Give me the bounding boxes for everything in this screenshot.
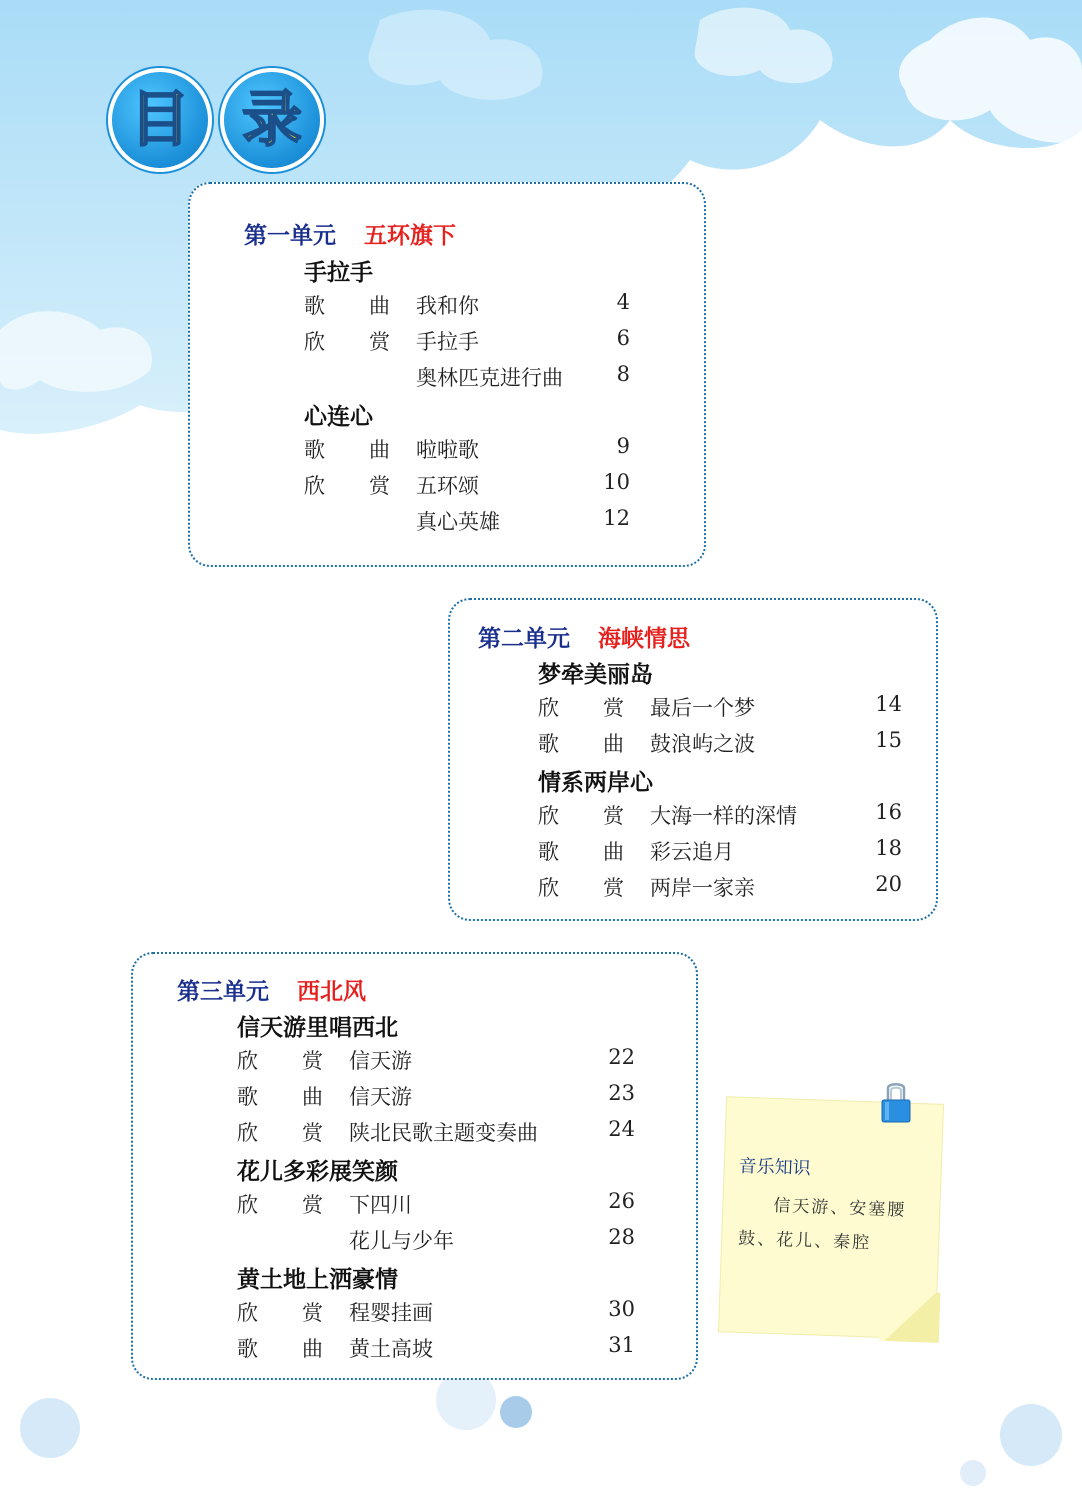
entry-title: 五环颂 bbox=[416, 474, 479, 498]
entry-title: 啦啦歌 bbox=[416, 438, 479, 462]
entry-page: 18 bbox=[875, 836, 902, 860]
page-title bbox=[108, 68, 324, 172]
entry-type bbox=[304, 290, 390, 320]
entry-page: 12 bbox=[603, 506, 630, 530]
section-title: 信天游里唱西北 bbox=[237, 1015, 398, 1041]
entry-type-char: 曲 bbox=[603, 840, 624, 864]
entry-title: 大海一样的深情 bbox=[650, 804, 797, 828]
entry-title: 最后一个梦 bbox=[650, 696, 755, 720]
entry-type bbox=[237, 1081, 323, 1111]
unit-name: 五环旗下 bbox=[364, 222, 456, 249]
entry-page: 15 bbox=[875, 728, 902, 752]
toc-entry[interactable] bbox=[237, 1297, 635, 1327]
entry-page: 24 bbox=[608, 1117, 635, 1141]
unit-number: 第一单元 bbox=[244, 222, 336, 249]
note-title: 音乐知识 bbox=[738, 1155, 812, 1180]
entry-type-char: 赏 bbox=[302, 1121, 323, 1145]
decor-bubble bbox=[960, 1460, 986, 1486]
entry-type-char: 欣 bbox=[304, 330, 325, 354]
music-knowledge-note bbox=[718, 1096, 944, 1339]
toc-entry[interactable] bbox=[538, 728, 902, 758]
toc-entry[interactable] bbox=[304, 470, 630, 500]
entry-title: 信天游 bbox=[349, 1049, 412, 1073]
toc-entry[interactable] bbox=[304, 290, 630, 320]
entry-type-char: 曲 bbox=[369, 294, 390, 318]
unit-3-box bbox=[131, 952, 698, 1380]
decor-bubble bbox=[500, 1396, 532, 1428]
entry-type-char: 曲 bbox=[302, 1337, 323, 1361]
entry-type-char: 赏 bbox=[603, 876, 624, 900]
unit-1-box bbox=[188, 182, 706, 567]
toc-entry[interactable] bbox=[538, 692, 902, 722]
entry-type-char: 赏 bbox=[369, 330, 390, 354]
entry-type-char: 歌 bbox=[304, 294, 325, 318]
entry-type-char: 欣 bbox=[538, 804, 559, 828]
entry-title: 花儿与少年 bbox=[349, 1229, 454, 1253]
toc-entry[interactable] bbox=[538, 872, 902, 902]
toc-entry[interactable] bbox=[304, 326, 630, 356]
title-badge bbox=[108, 68, 212, 172]
entry-page: 14 bbox=[875, 692, 902, 716]
entry-type-char: 歌 bbox=[237, 1337, 258, 1361]
entry-page: 26 bbox=[608, 1189, 635, 1213]
entry-type-char: 歌 bbox=[304, 438, 325, 462]
toc-entry[interactable] bbox=[237, 1045, 635, 1075]
entry-type-char: 赏 bbox=[302, 1049, 323, 1073]
entry-type bbox=[237, 1117, 323, 1147]
entry-page: 28 bbox=[608, 1225, 635, 1249]
entry-type bbox=[538, 728, 624, 758]
entry-title: 陕北民歌主题变奏曲 bbox=[349, 1121, 538, 1145]
entry-page: 9 bbox=[616, 434, 630, 458]
entry-title: 下四川 bbox=[349, 1193, 412, 1217]
entry-title: 程婴挂画 bbox=[349, 1301, 433, 1325]
entry-title: 我和你 bbox=[416, 294, 479, 318]
entry-page: 20 bbox=[875, 872, 902, 896]
entry-page: 16 bbox=[875, 800, 902, 824]
entry-type-char: 欣 bbox=[538, 876, 559, 900]
entry-title: 信天游 bbox=[349, 1085, 412, 1109]
toc-entry[interactable] bbox=[237, 1333, 635, 1363]
entry-type bbox=[304, 326, 390, 356]
entry-type-char: 欣 bbox=[538, 696, 559, 720]
entry-type-char: 欣 bbox=[237, 1121, 258, 1145]
entry-title: 鼓浪屿之波 bbox=[650, 732, 755, 756]
title-char: 目 bbox=[130, 85, 190, 155]
decor-bubble bbox=[20, 1398, 80, 1458]
entry-type bbox=[237, 1297, 323, 1327]
entry-type bbox=[237, 1189, 323, 1219]
entry-type-char: 欣 bbox=[237, 1301, 258, 1325]
entry-type-char: 赏 bbox=[603, 696, 624, 720]
entry-type-char: 曲 bbox=[603, 732, 624, 756]
entry-title: 真心英雄 bbox=[416, 510, 500, 534]
title-char: 录 bbox=[242, 85, 302, 155]
decor-bubble bbox=[1000, 1404, 1062, 1466]
section-title: 黄土地上洒豪情 bbox=[237, 1267, 398, 1293]
unit-number: 第二单元 bbox=[478, 625, 570, 652]
section-title: 梦牵美丽岛 bbox=[538, 662, 653, 688]
unit-2-header bbox=[478, 620, 690, 653]
toc-entry[interactable] bbox=[237, 1117, 635, 1147]
entry-page: 6 bbox=[616, 326, 630, 350]
entry-type-char: 欣 bbox=[237, 1193, 258, 1217]
toc-entry[interactable] bbox=[237, 1225, 635, 1255]
entry-page: 31 bbox=[608, 1333, 635, 1357]
section-title: 情系两岸心 bbox=[538, 770, 653, 796]
entry-page: 23 bbox=[608, 1081, 635, 1105]
entry-page: 10 bbox=[603, 470, 630, 494]
entry-page: 8 bbox=[616, 362, 630, 386]
entry-type-char: 赏 bbox=[603, 804, 624, 828]
unit-number: 第三单元 bbox=[177, 978, 269, 1005]
entry-type bbox=[538, 872, 624, 902]
entry-title: 黄土高坡 bbox=[349, 1337, 433, 1361]
toc-entry[interactable] bbox=[237, 1189, 635, 1219]
entry-type bbox=[237, 1333, 323, 1363]
unit-1-header bbox=[244, 217, 456, 250]
entry-type-char: 曲 bbox=[369, 438, 390, 462]
entry-type bbox=[538, 836, 624, 866]
unit-name: 海峡情思 bbox=[598, 625, 690, 652]
toc-entry[interactable] bbox=[304, 506, 630, 536]
toc-entry[interactable] bbox=[304, 434, 630, 464]
entry-title: 两岸一家亲 bbox=[650, 876, 755, 900]
entry-page: 22 bbox=[608, 1045, 635, 1069]
toc-entry[interactable] bbox=[538, 836, 902, 866]
entry-type-char: 欣 bbox=[304, 474, 325, 498]
entry-type-char: 赏 bbox=[369, 474, 390, 498]
unit-name: 西北风 bbox=[297, 978, 366, 1005]
entry-type bbox=[304, 434, 390, 464]
entry-page: 30 bbox=[608, 1297, 635, 1321]
section-title: 花儿多彩展笑颜 bbox=[237, 1159, 398, 1185]
entry-type-char: 歌 bbox=[538, 840, 559, 864]
entry-title: 彩云追月 bbox=[650, 840, 734, 864]
entry-type bbox=[304, 470, 390, 500]
section-title: 心连心 bbox=[304, 404, 373, 430]
entry-title: 奥林匹克进行曲 bbox=[416, 366, 563, 390]
entry-type-char: 欣 bbox=[237, 1049, 258, 1073]
entry-type-char: 歌 bbox=[538, 732, 559, 756]
section-title: 手拉手 bbox=[304, 260, 373, 286]
toc-entry[interactable] bbox=[304, 362, 630, 392]
entry-type-char: 赏 bbox=[302, 1301, 323, 1325]
title-badge bbox=[220, 68, 324, 172]
note-page-curl bbox=[879, 1291, 941, 1343]
entry-type bbox=[237, 1045, 323, 1075]
unit-2-box bbox=[448, 598, 938, 921]
note-body: 信天游、安塞腰鼓、花儿、秦腔 bbox=[737, 1195, 907, 1254]
entry-type-char: 曲 bbox=[302, 1085, 323, 1109]
entry-type-char: 歌 bbox=[237, 1085, 258, 1109]
entry-title: 手拉手 bbox=[416, 330, 479, 354]
unit-3-header bbox=[177, 973, 366, 1006]
entry-type bbox=[538, 692, 624, 722]
entry-type-char: 赏 bbox=[302, 1193, 323, 1217]
toc-entry[interactable] bbox=[538, 800, 902, 830]
toc-entry[interactable] bbox=[237, 1081, 635, 1111]
binder-clip-icon bbox=[878, 1082, 914, 1126]
entry-page: 4 bbox=[616, 290, 630, 314]
entry-type bbox=[538, 800, 624, 830]
